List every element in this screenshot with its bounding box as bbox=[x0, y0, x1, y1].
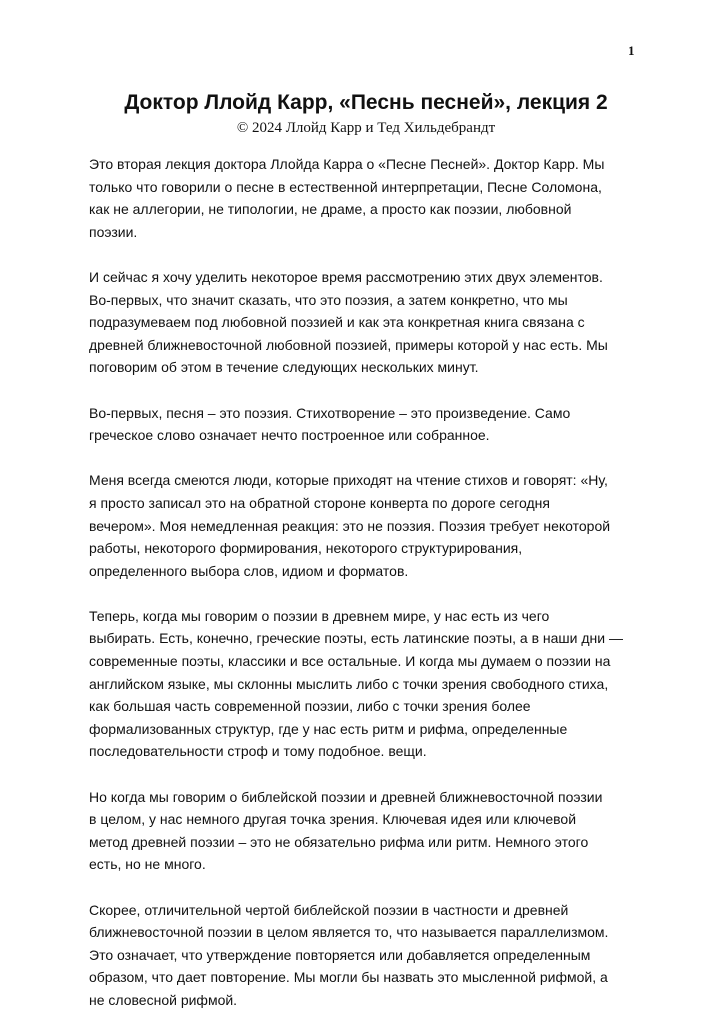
text-line: Теперь, когда мы говорим о поэзии в древнем мире, у нас есть из чего bbox=[89, 607, 550, 624]
paragraph-6 bbox=[89, 786, 649, 876]
text-line: формализованных структур, где у нас есть ритм и рифма, определенные bbox=[89, 720, 568, 737]
text-line: выбирать. Есть, конечно, греческие поэты, есть латинские поэты, а в наши дни — bbox=[89, 630, 623, 647]
text-line: поэзии. bbox=[89, 223, 138, 240]
text-line: Во-первых, что значит сказать, что это поэзия, а затем конкретно, что мы bbox=[89, 291, 568, 308]
paragraph-4 bbox=[89, 469, 649, 582]
text-line: не словесной рифмой. bbox=[89, 991, 238, 1008]
text-line: поговорим об этом в течение следующих нескольких минут. bbox=[89, 359, 479, 376]
text-line: только что говорили о песне в естественной интерпретации, Песне Соломона, bbox=[89, 178, 602, 195]
text-line: работы, некоторого формирования, некоторого структурирования, bbox=[89, 540, 523, 557]
text-line: метод древней поэзии – это не обязательно рифма или ритм. Немного этого bbox=[89, 833, 589, 850]
text-line: И сейчас я хочу уделить некоторое время рассмотрению этих двух элементов. bbox=[89, 268, 603, 285]
text-line: определенного выбора слов, идиом и форматов. bbox=[89, 562, 409, 579]
paragraph-1 bbox=[89, 153, 649, 243]
copyright-line: © 2024 Ллойд Карр и Тед Хильдебрандт bbox=[236, 120, 496, 136]
text-line: ближневосточной поэзии в целом является то, что называется параллелизмом. bbox=[89, 924, 609, 941]
text-line: как большая часть современной поэзии, либо с точки зрения более bbox=[89, 698, 531, 715]
text-line: греческое слово означает нечто построенное или собранное. bbox=[89, 427, 490, 444]
text-line: вечером». Моя немедленная реакция: это не поэзия. Поэзия требует некоторой bbox=[89, 517, 611, 534]
text-line: образом, что дает повторение. Мы могли бы назвать это мысленной рифмой, а bbox=[89, 969, 608, 986]
paragraph-3 bbox=[89, 402, 649, 447]
text-line: в целом, у нас немного другая точка зрения. Ключевая идея или ключевой bbox=[89, 811, 577, 828]
page-number: 1 bbox=[628, 43, 635, 58]
text-line: Это вторая лекция доктора Ллойда Карра о «Песне Песней». Доктор Карр. Мы bbox=[89, 156, 605, 172]
text-line: как не аллегории, не типологии, не драме, а просто как поэзии, любовной bbox=[89, 201, 572, 218]
text-line: современные поэты, классики и все остальные. И когда мы думаем о поэзии на bbox=[89, 653, 611, 670]
document-title: Доктор Ллойд Карр, «Песнь песней», лекция 2 bbox=[124, 91, 608, 114]
text-line: Меня всегда смеются люди, которые приходят на чтение стихов и говорят: «Ну, bbox=[89, 472, 608, 489]
text-line: последовательности строф и тому подобное. вещи. bbox=[89, 743, 427, 760]
text-line: Во-первых, песня – это поэзия. Стихотворение – это произведение. Само bbox=[89, 404, 571, 421]
text-line: подразумеваем под любовной поэзией и как эта конкретная книга связана с bbox=[89, 314, 585, 331]
text-line: Но когда мы говорим о библейской поэзии и древней ближневосточной поэзии bbox=[89, 788, 603, 805]
lecture-text bbox=[89, 153, 649, 1034]
text-line: английском языке, мы склонны мыслить либо с точки зрения свободного стиха, bbox=[89, 675, 609, 692]
paragraph-5 bbox=[89, 605, 649, 763]
text-line: Это означает, что утверждение повторяется или добавляется определенным bbox=[89, 946, 591, 963]
text-line: есть, но не много. bbox=[89, 856, 206, 873]
text-line: я просто записал это на обратной стороне конверта по дороге сегодня bbox=[89, 494, 550, 511]
paragraph-2 bbox=[89, 266, 649, 379]
text-line: Скорее, отличительной чертой библейской поэзии в частности и древней bbox=[89, 901, 569, 918]
paragraph-7 bbox=[89, 899, 649, 1012]
text-line: древней ближневосточной любовной поэзией, примеры которой у нас есть. Мы bbox=[89, 336, 608, 353]
